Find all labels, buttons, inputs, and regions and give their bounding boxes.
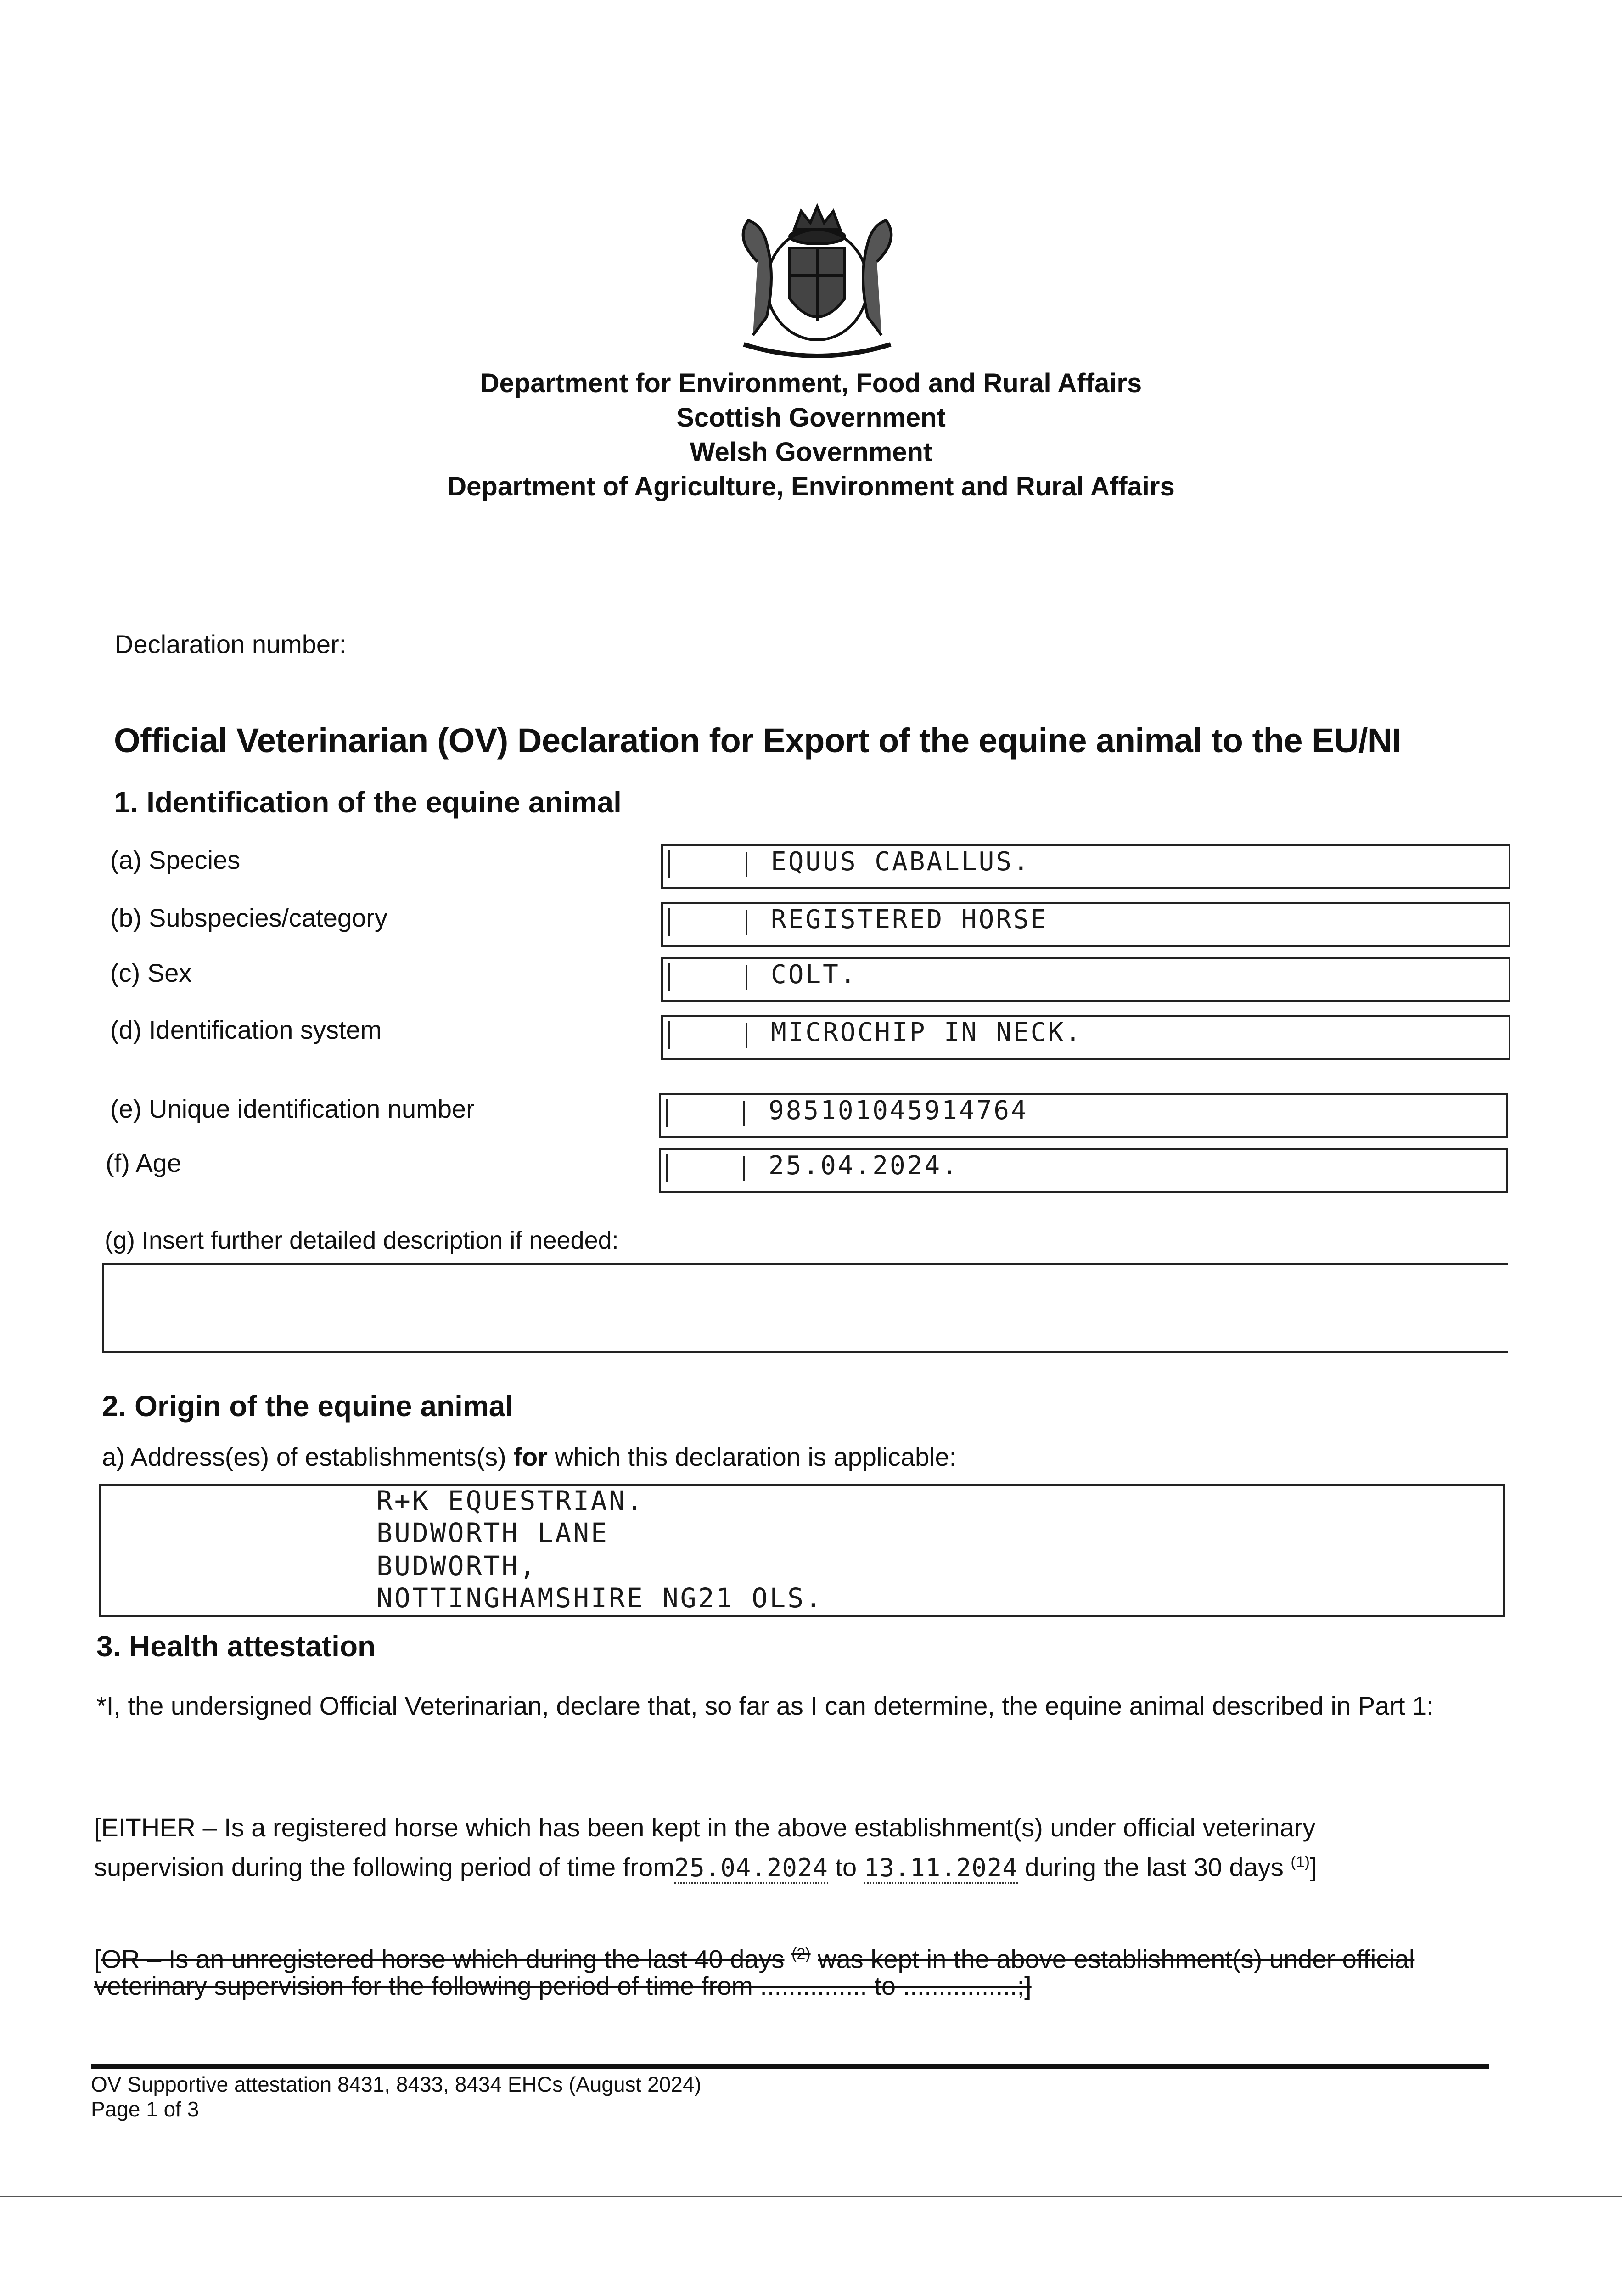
department-name-3: Welsh Government xyxy=(690,437,932,467)
address-line-2: BUDWORTH LANE xyxy=(376,1517,609,1548)
address-line-3: BUDWORTH, xyxy=(376,1550,538,1581)
subspecies-value: REGISTERED HORSE xyxy=(771,905,1048,934)
or-clause-line-1: [OR – Is an unregistered horse which during the last 40 days $^{(2)}$ was kept in the above establishment(s) under official xyxy=(94,1944,1415,1974)
either-clause-line-2: supervision during the following period of time from25.04.2024 to 13.11.2024 during the last 30 days $^{(1)}$] xyxy=(94,1846,1317,1884)
section-2-heading: 2. Origin of the equine animal xyxy=(102,1390,514,1423)
unique-id-field[interactable] xyxy=(659,1093,1508,1138)
supervision-from-date: 25.04.2024 xyxy=(674,1853,828,1884)
identification-system-field[interactable] xyxy=(661,1015,1510,1060)
section-3-heading: 3. Health attestation xyxy=(96,1630,376,1663)
species-field[interactable] xyxy=(661,844,1510,889)
identification-system-value: MICROCHIP IN NECK. xyxy=(771,1018,1083,1047)
address-line-4: NOTTINGHAMSHIRE NG21 OLS. xyxy=(376,1582,823,1614)
age-label: (f) Age xyxy=(106,1148,181,1177)
establishment-address-label: a) Address(es) of establishments(s) for which this declaration is applicable: xyxy=(102,1442,957,1471)
department-name-2: Scottish Government xyxy=(676,403,946,433)
section-1-heading: 1. Identification of the equine animal xyxy=(114,786,622,819)
department-name-1: Department for Environment, Food and Rural Affairs xyxy=(480,368,1142,398)
footer-attestation-ref: OV Supportive attestation 8431, 8433, 8434 EHCs (August 2024) xyxy=(91,2072,702,2096)
identification-system-label: (d) Identification system xyxy=(110,1015,382,1044)
sex-label: (c) Sex xyxy=(110,958,192,987)
age-field[interactable] xyxy=(659,1148,1508,1193)
sex-field[interactable] xyxy=(661,957,1510,1002)
age-value: 25.04.2024. xyxy=(769,1151,959,1181)
supervision-to-date: 13.11.2024 xyxy=(864,1853,1018,1884)
further-description-label: (g) Insert further detailed description if needed: xyxy=(105,1227,619,1254)
species-value: EQUUS CABALLUS. xyxy=(771,847,1031,877)
royal-coat-of-arms-icon xyxy=(716,197,918,363)
scan-edge-line xyxy=(0,2196,1622,2197)
species-label: (a) Species xyxy=(110,845,241,874)
footer-rule xyxy=(91,2064,1489,2069)
address-line-1: R+K EQUESTRIAN. xyxy=(376,1485,645,1516)
health-attestation-intro: *I, the undersigned Official Veterinarian, declare that, so far as I can determine, the equine animal described in Part 1: xyxy=(96,1691,1434,1720)
footer-text xyxy=(91,2072,702,2122)
declaration-number-label: Declaration number: xyxy=(115,630,347,658)
subspecies-label: (b) Subspecies/category xyxy=(110,903,387,932)
or-clause-line-2: veterinary supervision for the following period of time from ............... to ................;] xyxy=(94,1971,1032,2000)
page-number: Page 1 of 3 xyxy=(91,2097,199,2121)
page-title: Official Veterinarian (OV) Declaration for Export of the equine animal to the EU/NI xyxy=(114,721,1401,760)
unique-id-value: 985101045914764 xyxy=(769,1096,1028,1125)
sex-value: COLT. xyxy=(771,960,858,990)
unique-id-label: (e) Unique identification number xyxy=(110,1094,475,1123)
department-name-4: Department of Agriculture, Environment and Rural Affairs xyxy=(447,472,1175,501)
subspecies-field[interactable] xyxy=(661,902,1510,947)
further-description-field[interactable] xyxy=(102,1263,1508,1353)
either-clause-line-1: [EITHER – Is a registered horse which has been kept in the above establishment(s) under official veterinary xyxy=(94,1813,1316,1842)
